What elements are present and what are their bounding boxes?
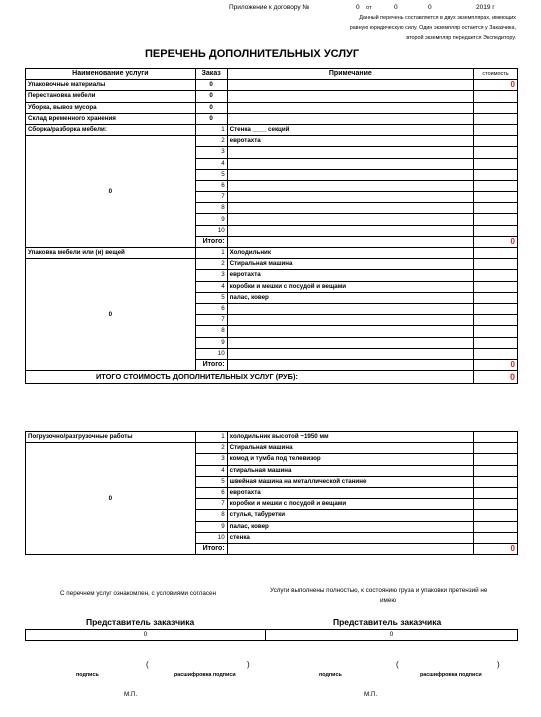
service-order: 0 <box>195 80 227 91</box>
left-open-paren: ( <box>146 660 149 669</box>
packing-item-cost <box>474 292 518 303</box>
assembly-item: евротахта <box>227 136 473 147</box>
assembly-item-cost <box>474 180 518 191</box>
loading-item-cost <box>474 521 518 532</box>
assembly-item-cost <box>474 124 518 135</box>
loading-item-cost <box>474 532 518 543</box>
loading-item-number: 3 <box>195 454 227 465</box>
copies-note-3: второй экземпляр передается Экспедитору. <box>406 35 516 41</box>
left-representative-title: Представитель заказчика <box>86 617 195 627</box>
packing-item-number: 4 <box>195 281 227 292</box>
right-stamp-label: М.П. <box>364 691 378 698</box>
packing-item-number: 9 <box>195 337 227 348</box>
packing-item-number: 8 <box>195 326 227 337</box>
loading-item-number: 8 <box>195 510 227 521</box>
copies-note-1: Данный перечень составляется в двух экземплярах, имеющих <box>359 15 516 21</box>
assembly-item-cost <box>474 214 518 225</box>
packing-total-spacer <box>227 359 473 370</box>
service-note <box>227 113 473 124</box>
packing-item <box>227 348 473 359</box>
service-order: 0 <box>195 102 227 113</box>
assembly-item-cost <box>474 192 518 203</box>
assembly-item <box>227 147 473 158</box>
loading-total-spacer <box>227 543 473 554</box>
service-note <box>227 102 473 113</box>
packing-item-cost <box>474 248 518 259</box>
packing-item <box>227 315 473 326</box>
packing-item-number: 2 <box>195 259 227 270</box>
assembly-group-order: 0 <box>26 136 196 248</box>
loading-item: комод и тумба под телевизор <box>227 454 473 465</box>
from-label: от <box>366 5 372 11</box>
packing-item: Стиральная машина <box>227 259 473 270</box>
loading-item-cost <box>474 499 518 510</box>
packing-item: Холодильник <box>227 248 473 259</box>
packing-item <box>227 326 473 337</box>
loading-group-order: 0 <box>26 443 196 555</box>
assembly-item <box>227 203 473 214</box>
service-name: Перестановка мебели <box>26 91 196 102</box>
loading-item: палас, ковер <box>227 521 473 532</box>
date-month: 0 <box>428 4 432 11</box>
packing-item-cost <box>474 270 518 281</box>
service-row <box>26 91 518 102</box>
loading-item-number: 1 <box>195 432 227 443</box>
packing-group-header <box>26 248 518 259</box>
packing-item-cost <box>474 281 518 292</box>
assembly-item-row <box>26 136 518 147</box>
contract-number: 0 <box>356 4 360 11</box>
packing-item <box>227 303 473 314</box>
agreement-right-1: Услуги выполнены полностью, к состоянию груза и упаковки претензий не <box>270 587 488 594</box>
assembly-item-cost <box>474 169 518 180</box>
loading-item: евротахта <box>227 487 473 498</box>
packing-group-order: 0 <box>26 259 196 371</box>
assembly-item-number: 5 <box>195 169 227 180</box>
loading-item-cost <box>474 465 518 476</box>
grand-total-value: 0 <box>474 371 518 384</box>
loading-item: стиральная машина <box>227 465 473 476</box>
date-year: 2019 г <box>476 4 495 11</box>
packing-total-label: Итого: <box>195 359 227 370</box>
service-order: 0 <box>195 113 227 124</box>
loading-item: швейная машина на металлической станине <box>227 476 473 487</box>
assembly-item <box>227 192 473 203</box>
packing-item: коробки и мешки с посудой и вещами <box>227 281 473 292</box>
service-cost <box>474 113 518 124</box>
assembly-group-header <box>26 124 518 135</box>
packing-item-number: 3 <box>195 270 227 281</box>
loading-item-cost <box>474 454 518 465</box>
service-cost <box>474 102 518 113</box>
left-stamp-label: М.П. <box>124 691 138 698</box>
packing-item: евротахта <box>227 270 473 281</box>
assembly-item-cost <box>474 147 518 158</box>
service-name: Упаковочные материалы <box>26 80 196 91</box>
service-name: Уборка, вывоз мусора <box>26 102 196 113</box>
assembly-item-cost <box>474 225 518 236</box>
packing-item-row <box>26 259 518 270</box>
assembly-item-number: 9 <box>195 214 227 225</box>
packing-item <box>227 337 473 348</box>
assembly-item <box>227 169 473 180</box>
left-close-paren: ) <box>247 660 250 669</box>
loading-item-number: 9 <box>195 521 227 532</box>
page-title: ПЕРЕЧЕНЬ ДОПОЛНИТЕЛЬНЫХ УСЛУГ <box>145 48 360 60</box>
assembly-item <box>227 180 473 191</box>
assembly-item-number: 2 <box>195 136 227 147</box>
loading-group-header <box>26 432 518 443</box>
assembly-item-number: 7 <box>195 192 227 203</box>
packing-item-cost <box>474 315 518 326</box>
copies-note-2: равную юридическую силу. Один экземпляр остается у Заказчика, <box>349 25 516 31</box>
assembly-item-number: 10 <box>195 225 227 236</box>
loading-item-cost <box>474 487 518 498</box>
assembly-item-number: 1 <box>195 124 227 135</box>
service-cost <box>474 91 518 102</box>
assembly-group-name: Сборка/разборка мебели: <box>26 124 196 135</box>
loading-item: стулья, табуретки <box>227 510 473 521</box>
agreement-right-2: имею <box>380 597 397 604</box>
loading-total-label: Итого: <box>195 543 227 554</box>
packing-total-value: 0 <box>474 359 518 370</box>
service-row <box>26 102 518 113</box>
loading-item-row <box>26 443 518 454</box>
date-day: 0 <box>394 4 398 11</box>
right-decode-label: расшифровка подписи <box>420 672 482 678</box>
loading-item-number: 10 <box>195 532 227 543</box>
loading-group-name: Погрузочно/разгрузочные работы <box>26 432 196 443</box>
loading-item-number: 4 <box>195 465 227 476</box>
packing-item-cost <box>474 259 518 270</box>
assembly-total-label: Итого: <box>195 236 227 247</box>
right-open-paren: ( <box>396 660 399 669</box>
loading-item-cost <box>474 432 518 443</box>
agreement-left: С перечнем услуг ознакомлен, с условиями согласен <box>60 590 216 597</box>
column-header-cost: стоимость <box>474 69 518 80</box>
loading-item: коробки и мешки с посудой и вещами <box>227 499 473 510</box>
assembly-total-spacer <box>227 236 473 247</box>
service-row <box>26 80 518 91</box>
left-sign-label: подпись <box>76 672 99 678</box>
packing-item: палас, ковер <box>227 292 473 303</box>
service-note <box>227 80 473 91</box>
loading-item-cost <box>474 510 518 521</box>
assembly-item-number: 8 <box>195 203 227 214</box>
services-table <box>25 68 518 384</box>
right-representative-title: Представитель заказчика <box>333 617 442 627</box>
service-name: Склад временного хранения <box>26 113 196 124</box>
packing-item-number: 5 <box>195 292 227 303</box>
packing-item-cost <box>474 326 518 337</box>
service-row <box>26 113 518 124</box>
loading-item-cost <box>474 476 518 487</box>
grand-total-label <box>26 371 474 384</box>
loading-item-number: 7 <box>195 499 227 510</box>
loading-item-number: 2 <box>195 443 227 454</box>
loading-item-number: 6 <box>195 487 227 498</box>
appendix-label: Приложение к договору № <box>229 4 310 11</box>
assembly-item-number: 4 <box>195 158 227 169</box>
loading-item-cost <box>474 443 518 454</box>
packing-item-cost <box>474 337 518 348</box>
assembly-item <box>227 225 473 236</box>
representatives-table <box>25 629 518 641</box>
assembly-total-value: 0 <box>474 236 518 247</box>
loading-item: холодильник высотой ~1950 мм <box>227 432 473 443</box>
packing-item-number: 1 <box>195 248 227 259</box>
right-representative-value: 0 <box>266 630 518 641</box>
column-header-note: Примечание <box>227 69 473 80</box>
service-order: 0 <box>195 91 227 102</box>
assembly-item-number: 3 <box>195 147 227 158</box>
packing-item-number: 10 <box>195 348 227 359</box>
assembly-item-cost <box>474 136 518 147</box>
packing-group-name: Упаковка мебели или (и) вещей <box>26 248 196 259</box>
assembly-item <box>227 158 473 169</box>
assembly-item-number: 6 <box>195 180 227 191</box>
assembly-item <box>227 214 473 225</box>
packing-item-cost <box>474 303 518 314</box>
assembly-item-cost <box>474 203 518 214</box>
column-header-name: Наименование услуги <box>26 69 196 80</box>
service-cost: 0 <box>474 80 518 91</box>
loading-item: Стиральная машина <box>227 443 473 454</box>
assembly-item: Стенка ____ секций <box>227 124 473 135</box>
loading-table <box>25 431 518 555</box>
packing-item-cost <box>474 348 518 359</box>
assembly-item-cost <box>474 158 518 169</box>
column-header-order: Заказ <box>195 69 227 80</box>
packing-item-number: 6 <box>195 303 227 314</box>
packing-item-number: 7 <box>195 315 227 326</box>
loading-item: стенка <box>227 532 473 543</box>
service-note <box>227 91 473 102</box>
left-decode-label: расшифровка подписи <box>174 672 236 678</box>
right-sign-label: подпись <box>319 672 342 678</box>
left-representative-value: 0 <box>26 630 266 641</box>
loading-item-number: 5 <box>195 476 227 487</box>
grand-total-text: ИТОГО СТОИМОСТЬ ДОПОЛНИТЕЛЬНЫХ УСЛУГ (РУБ): <box>96 372 298 382</box>
right-close-paren: ) <box>497 660 500 669</box>
loading-total-value: 0 <box>474 543 518 554</box>
